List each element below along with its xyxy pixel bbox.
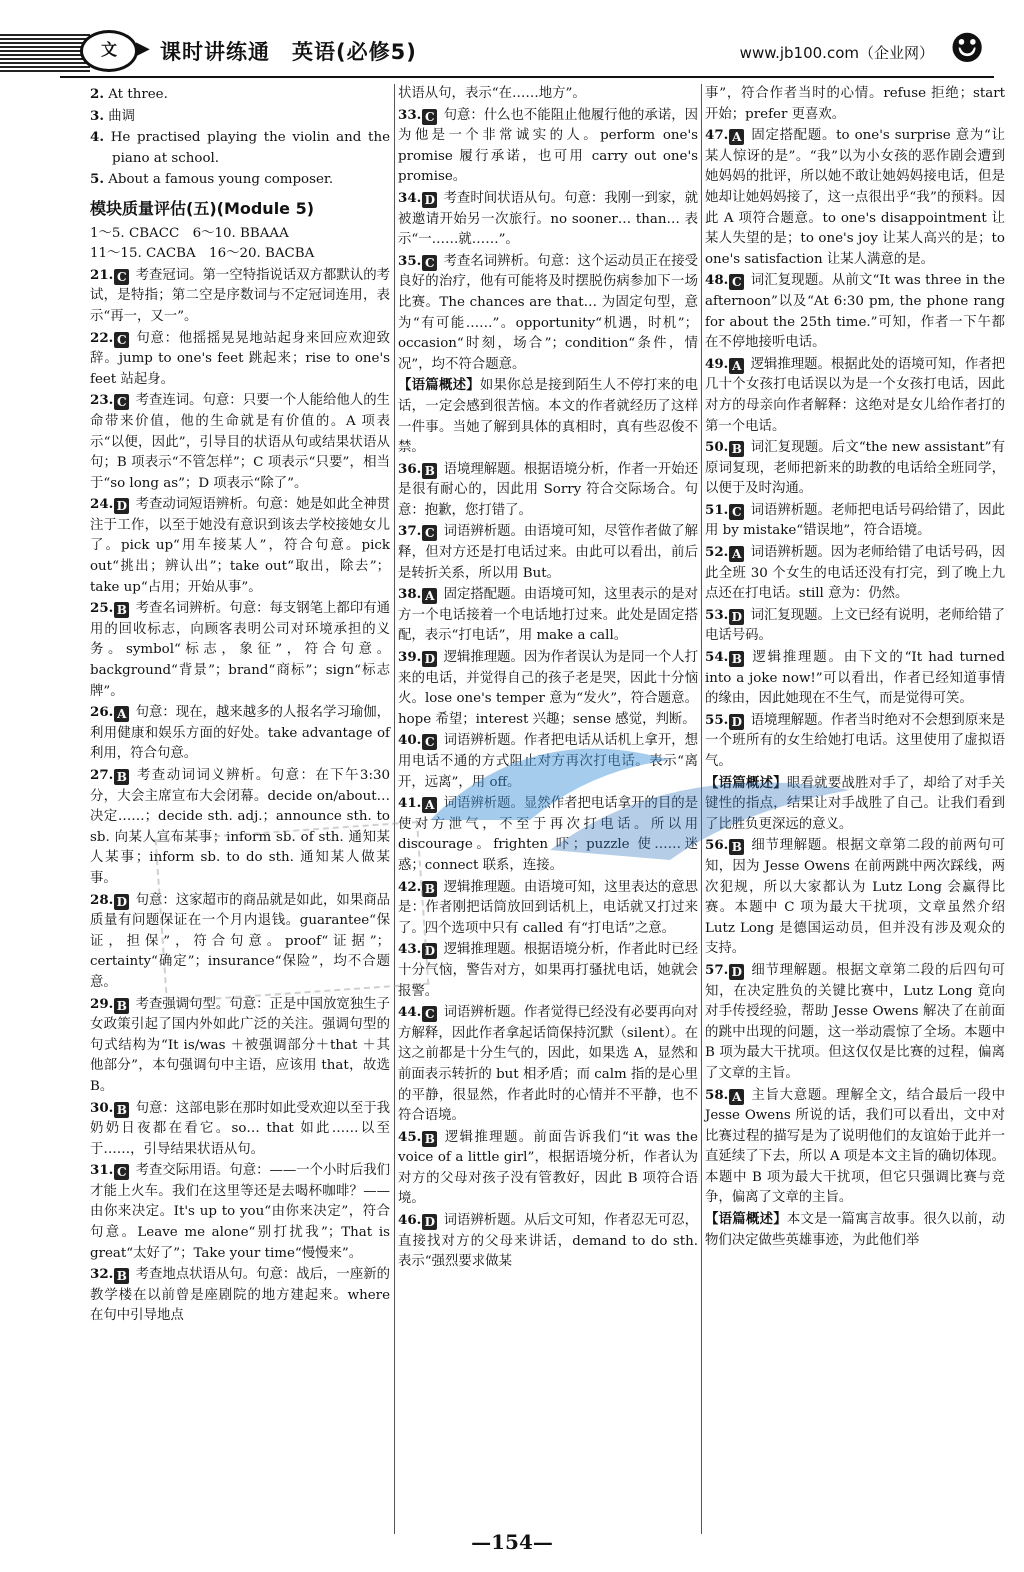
answer-letter-badge: D [729,714,744,730]
answer-letter-badge: A [114,706,129,722]
answer-letter-badge: A [422,588,437,604]
item-explanation: 逻辑推理题。根据此处的语境可知，作者把几十个女孩打电话误以为是一个女孩打电话，因此对方的母亲向作者解释：这绝对是女儿给作者打的第一个电话。 [705,356,1005,434]
item-explanation: 句意：他摇摇晃晃地站起身来回应欢迎致辞。jump to one's feet 跳起来；rise to one's feet 站起身。 [90,330,391,387]
item-number: 50. [705,439,729,456]
item-explanation: 句意：这部电影在那时如此受欢迎以至于我奶奶日夜都在看它。so… that 如此……以至于……，引导结果状语从句。 [90,1100,390,1157]
item-explanation: 词汇复现题。后文“the new assistant”有原词复现，老师把新来的助教的电话给全班同学，以便于及时沟通。 [705,440,1005,497]
answer-item [90,106,390,128]
column-divider [394,84,395,1534]
item-number: 58. [705,1086,729,1103]
item-explanation: 考查交际用语。句意：——一个小时后我们才能上火车。我们在这里等还是去喝杯咖啡？——由你来决定。It's up to you“由你来决定”，符合句意。Leave me alone“别打扰我”；That is great“太好了”；Take your time“慢慢来”。 [90,1163,390,1261]
header-rule [60,76,994,78]
answer-item [398,584,698,647]
answer-letter-badge: C [729,274,744,290]
answer-key-line: 11～15. CACBA 16～20. BACBA [90,246,315,262]
item-number: 40. [398,732,422,749]
answer-item [705,605,1005,647]
answer-item [398,1127,698,1210]
summary-label: 【语篇概述】 [398,377,480,394]
answer-letter-badge: B [422,881,437,897]
item-number: 56. [705,837,729,854]
answer-letter-badge: C [422,1006,437,1022]
answer-letter-badge: D [422,192,437,208]
item-explanation: 考查名词辨析。句意：每支钢笔上都印有通用的回收标志，向顾客表明公司对环境承担的义务。symbol“标志，象征”，符合句意。background“背景”；brand“商标”；sign“标志牌”。 [90,601,390,699]
answer-column-left [90,84,390,1327]
item-number: 39. [398,649,422,666]
item-explanation: 词汇复现题。从前文“It was three in the afternoon”以及“At 6:30 pm, the phone rang for about the 25th time.”可知，作者一下午都在不停地接听电话。 [705,273,1005,351]
column-divider [701,84,702,1534]
answer-item [398,459,698,522]
answer-letter-badge: D [114,894,129,910]
answer-item [90,265,390,328]
answer-letter-badge: A [729,129,744,145]
item-number: 35. [398,252,422,269]
item-number: 52. [705,544,729,561]
answer-item [705,647,1005,710]
answer-letter-badge: C [422,525,437,541]
item-number: 54. [705,649,729,666]
answer-item [398,877,698,940]
section-heading: 模块质量评估(五)(Module 5) [90,198,315,218]
item-number: 5. [90,171,104,188]
answer-letter-badge: C [422,109,437,125]
answer-letter-badge: D [422,651,437,667]
item-explanation: 词语辨析题。作者觉得已经没有必要再向对方解释，因此作者拿起话筒保持沉默（silent）。在这之前都是十分生气的，因此，如果选 A，显然和前面表示转折的 but 相矛盾；而 calm 指的是心里的平静，很显然，作者此时的心情并不平静，也不符合语境。 [398,1005,698,1124]
answer-letter-badge: B [422,1131,437,1147]
answer-letter-badge: C [114,269,129,285]
item-number: 25. [90,600,114,617]
continued-text: 状语从句，表示“在……地方”。 [398,86,586,101]
answer-letter-badge: B [114,602,129,618]
item-explanation: 词语辨析题。老师把电话号码给错了，因此用 by mistake“错误地”，符合语境。 [705,502,1005,539]
item-number: 31. [90,1162,114,1179]
item-explanation: 句意：什么也不能阻止他履行他的承诺，因为他是一个非常诚实的人。perform one's promise 履行承诺，也可用 carry out one's promise。 [398,107,698,185]
answer-item [90,127,390,169]
item-number: 3. [90,107,104,124]
answer-item [398,251,698,376]
answer-item [90,994,390,1098]
item-number: 44. [398,1004,422,1021]
item-explanation: 逻辑推理题。前面告诉我们“it was the voice of a little girl”，根据语境分析，作者认为对方的父母对孩子没有管教好，因此 B 项符合语境。 [398,1129,698,1207]
answer-column-middle [398,84,698,1273]
item-explanation: 考查名词辨析。句意：这个运动员正在接受良好的治疗，他有可能将及时摆脱伤病参加下一场比赛。The chances are that… 为固定句型，意为“有可能……”。opportunity“机遇，时机”；occasion“时刻，场合”；condition“条件，情况”，均不符合题意。 [398,253,698,372]
continued-text: 事”，符合作者当时的心情。refuse 拒绝；start 开始；prefer 更喜欢。 [705,86,1005,122]
answer-item [705,270,1005,353]
passage-summary [398,375,698,458]
answer-item [705,1085,1005,1210]
answer-item [90,390,390,494]
answer-letter-badge: A [422,797,437,813]
answer-item [705,354,1005,437]
item-explanation: 逻辑推理题。因为作者误认为是同一个人打来的电话，并觉得自己的孩子老是哭，因此十分恼火。lose one's temper 意为“发火”，符合题意。hope 希望；interest 兴趣；sense 感觉，判断。 [398,650,698,727]
item-explanation: 句意：现在，越来越多的人报名学习瑜伽，利用健康和娱乐方面的好处。take advantage of 利用，符合句意。 [90,705,390,762]
answer-letter-badge: A [729,546,744,562]
answer-item [90,328,390,391]
answer-item [705,437,1005,500]
item-number: 53. [705,606,729,623]
answer-item [705,710,1005,773]
item-explanation: 考查强调句型。句意：正是中国放宽独生子女政策引起了国内外如此广泛的关注。强调句型的句式结构为“It is/was ＋被强调部分＋that ＋其他部分”，本句强调句中主语，应该用 that，故选 B。 [90,996,390,1094]
item-number: 26. [90,704,114,721]
answer-item [90,702,390,765]
answer-letter-badge: D [729,609,744,625]
item-number: 34. [398,189,422,206]
answer-letter-badge: D [114,498,129,514]
answer-item [90,84,390,106]
answer-item [90,890,390,994]
answer-item [90,169,390,191]
item-number: 27. [90,767,114,783]
item-explanation: 考查冠词。第一空特指说话双方都默认的考试，是特指；第二空是序数词与不定冠词连用，表示“再一，又一”。 [90,267,390,324]
item-explanation: 固定搭配题。由语境可知，这里表示的是对方一个电话接着一个电话地打过来。此处是固定搭配，表示“打电话”，用 make a call。 [398,587,698,644]
item-explanation: 细节理解题。根据文章第二段的前两句可知，因为 Jesse Owens 在前两跳中两次踩线，两次犯规，所以大家都认为 Lutz Long 会赢得比赛。本题中 C 项为最大干扰项，文章虽然介绍 Lutz Long 是德国运动员，但并没有涉及观众的支持。 [705,838,1006,957]
item-explanation: 考查连词。句意：只要一个人能给他人的生命带来价值，他的生命就是有价值的。A 项表示“以便，因此”，引导目的状语从句或结果状语从句；B 项表示“不管怎样”；C 项表示“只要”，相当于“so long as”；D 项表示“除了”。 [90,393,390,491]
answer-item [398,521,698,584]
answer-letter-badge: C [729,504,744,520]
answer-letter-badge: B [114,998,129,1014]
item-number: 36. [398,460,422,477]
item-number: 23. [90,392,114,409]
item-explanation: 考查动词短语辨析。句意：她是如此全神贯注于工作，以至于她没有意识到该去学校接她女儿了。pick up“用车接某人”，符合句意。pick out“挑出；辨认出”；take out“取出，除去”；take up“占用；开始从事”。 [90,497,390,595]
subject-title: 英语(必修5) [292,40,417,64]
item-number: 42. [398,878,422,895]
item-explanation: 逻辑推理题。由下文的“It had turned into a joke now!”可以看出，作者已经知道事情的缘由，因此她现在不生气，而是觉得可笑。 [705,650,1005,707]
answer-letter-badge: D [729,964,744,980]
summary-label: 【语篇概述】 [705,1211,787,1228]
answer-item [705,542,1005,605]
item-number: 49. [705,355,729,372]
series-title: 课时讲练通 [160,40,270,64]
answer-item [90,1264,390,1327]
triangle-arrow-icon: ▶ [136,38,150,59]
item-number: 28. [90,891,114,908]
passage-summary [705,1209,1005,1251]
item-number: 51. [705,501,729,518]
item-text: He practised playing the violin and the piano at school. [110,130,390,166]
answer-item [705,835,1005,960]
item-explanation: 词语辨析题。由语境可知，尽管作者做了解释，但对方还是打电话过来。由此可以看出，前后是转折关系，所以用 But。 [398,524,698,581]
summary-label: 【语篇概述】 [705,774,787,791]
answer-letter-badge: A [729,358,744,374]
answer-item [398,105,698,188]
item-explanation: 词语辨析题。因为老师给错了电话号码，因此全班 30 个女生的电话还没有打完，到了晚上九点还在打电话。still 意为：仍然。 [705,545,1005,602]
item-number: 48. [705,272,729,289]
item-number: 55. [705,711,729,728]
answer-item [90,1098,390,1161]
item-number: 46. [398,1212,422,1229]
page-number: —154— [471,1530,553,1554]
summary-text: 眼看就要战胜对手了，却给了对手关键性的指点，结果让对手战胜了自己。让我们看到了比胜负更深远的意义。 [705,775,1006,832]
item-text: At three. [108,87,168,102]
website-url: www.jb100.com（企业网） [739,44,934,62]
item-number: 33. [398,106,422,123]
answer-item [90,1160,390,1264]
item-explanation: 考查地点状语从句。句意：战后，一座新的教学楼在以前曾是座剧院的地方建起来。where 在句中引导地点 [90,1267,390,1324]
answer-letter-badge: B [114,1268,129,1284]
answer-item [398,188,698,251]
answer-letter-badge: C [114,1164,129,1180]
item-explanation: 考查时间状语从句。句意：我刚一到家，就被邀请开始另一次旅行。no sooner… than… 表示“一……就……”。 [398,190,698,248]
item-number: 41. [398,795,422,812]
item-number: 32. [90,1266,114,1283]
answer-letter-badge: C [114,332,129,348]
item-text: About a famous young composer. [108,172,334,188]
summary-text: 如果你总是接到陌生人不停打来的电话，一定会感到很苦恼。本文的作者就经历了这样一件事。当她了解到具体的真相时，真有些忍俊不禁。 [398,378,699,456]
answer-item [398,1210,698,1273]
answer-item [398,793,698,876]
answer-item [90,598,390,702]
answer-letter-badge: B [114,769,129,785]
answer-item [705,960,1005,1085]
item-number: 2. [90,86,104,102]
item-explanation: 语境理解题。根据语境分析，作者一开始还是很有耐心的，因此用 Sorry 符合交际场合。句意：抱歉，您打错了。 [398,461,698,518]
answer-letter-badge: B [729,441,744,457]
brand-logo-icon: 文 [80,30,138,72]
item-explanation: 词语辨析题。显然作者把电话拿开的目的是使对方泄气，不至于再次打电话。所以用 discourage。frighten 吓；puzzle 使……迷惑；connect 联系，连接。 [398,796,698,873]
summary-text: 本文是一篇寓言故事。很久以前，动物们决定做些英雄事迹，为此他们举 [705,1212,1006,1248]
answer-letter-badge: D [422,943,437,959]
item-explanation: 细节理解题。根据文章第二段的后四句可知，在决定胜负的关键比赛中，Lutz Long 竟向对手传授经验，帮助 Jesse Owens 解决了在前面的跳中出现的问题，这一举动震惊了全场。本题中 B 项为最大干扰项。但这仅仅是比赛的过程，偏离了文章的主旨。 [705,962,1006,1081]
item-number: 45. [398,1128,422,1145]
answer-letter-badge: A [729,1089,744,1105]
header-stripe-bar [0,32,90,72]
passage-summary [705,773,1005,836]
item-explanation: 词汇复现题。上文已经有说明，老师给错了电话号码。 [705,607,1005,644]
item-explanation: 固定搭配题。to one's surprise 意为“让某人惊讶的是”。“我”以为小女孩的恶作剧会遭到她妈妈的批评，所以她不敢让她妈妈接电话，但是她却让她妈妈接了，这一点很出乎“我”的预料。因此 A 项符合题意。to one's disappointment 让某人失望的是；to one's joy 让某人高兴的是；to one's satisfaction 让某人满意的是。 [705,128,1005,267]
answer-column-right [705,84,1005,1251]
item-explanation: 考查动词词义辨析。句意：在下午3:30分，大会主席宣布大会闭幕。decide on/about… 决定……；decide sth. adj.；announce sth. to sb. 向某人宣布某事；inform sb. of sth. 通知某人某事；inform sb. to do sth. 通知某人做某事。 [90,768,390,886]
item-number: 38. [398,586,422,603]
answer-item [90,765,390,890]
answer-letter-badge: C [422,255,437,271]
answer-letter-badge: B [114,1102,129,1118]
answer-letter-badge: B [729,651,744,667]
item-number: 47. [705,127,729,144]
item-explanation: 句意：这家超市的商品就是如此，如果商品质量有问题保证在一个月内退钱。guarantee“保证，担保”，符合句意。proof“证据”；certainty“确定”；insurance“保险”，均不合题意。 [90,892,390,990]
item-number: 22. [90,329,114,346]
item-explanation: 逻辑推理题。根据语境分析，作者此时已经十分气恼，警告对方，如果再打骚扰电话，她就会报警。 [398,942,698,999]
answer-item [398,730,698,793]
answer-letter-badge: B [422,463,437,479]
answer-item [705,500,1005,542]
cartoon-mascot-icon: ☻ [949,26,985,72]
book-title [160,36,417,66]
item-number: 30. [90,1099,114,1116]
page-header [0,0,1024,84]
answer-letter-badge: C [114,394,129,410]
item-number: 57. [705,961,729,978]
answer-letter-badge: C [422,734,437,750]
answer-item [705,125,1005,270]
item-number: 21. [90,266,114,283]
item-explanation: 主旨大意题。理解全文，结合最后一段中 Jesse Owens 所说的话，我们可以看出，文中对比赛过程的描写是为了说明他们的友谊始于此并一直延续了下去，所以 A 项是本文主旨的确切体现。本题中 B 项为最大干扰项，但它只强调比赛与竞争，偏离了文章的主旨。 [705,1087,1006,1206]
answer-key-line: 1～5. CBACC 6～10. BBAAA [90,225,289,241]
answer-letter-badge: B [729,839,744,855]
item-explanation: 逻辑推理题。由语境可知，这里表达的意思是：作者刚把话筒放回到话机上，电话就又打过来了。四个选项中只有 called 有“打电话”之意。 [398,879,698,936]
answer-item [90,494,390,598]
item-number: 24. [90,496,114,513]
answer-letter-badge: D [422,1214,437,1230]
item-number: 29. [90,995,114,1012]
item-text: 曲调 [108,108,136,124]
item-number: 43. [398,941,422,958]
item-explanation: 语境理解题。作者当时绝对不会想到原来是一个班所有的女生给她打电话。这里使用了虚拟语气。 [705,712,1005,769]
item-explanation: 词语辨析题。作者把电话从话机上拿开，想用电话不通的方式阻止对方再次打电话。表示“离开，远离”，用 off。 [398,733,698,790]
answer-item [398,939,698,1002]
item-number: 4. [90,129,104,146]
item-explanation: 词语辨析题。从后文可知，作者忍无可忍，直接找对方的父母来讲话，demand to do sth. 表示“强烈要求做某 [398,1213,698,1270]
answer-item [398,647,698,730]
item-number: 37. [398,523,422,540]
answer-item [398,1002,698,1127]
